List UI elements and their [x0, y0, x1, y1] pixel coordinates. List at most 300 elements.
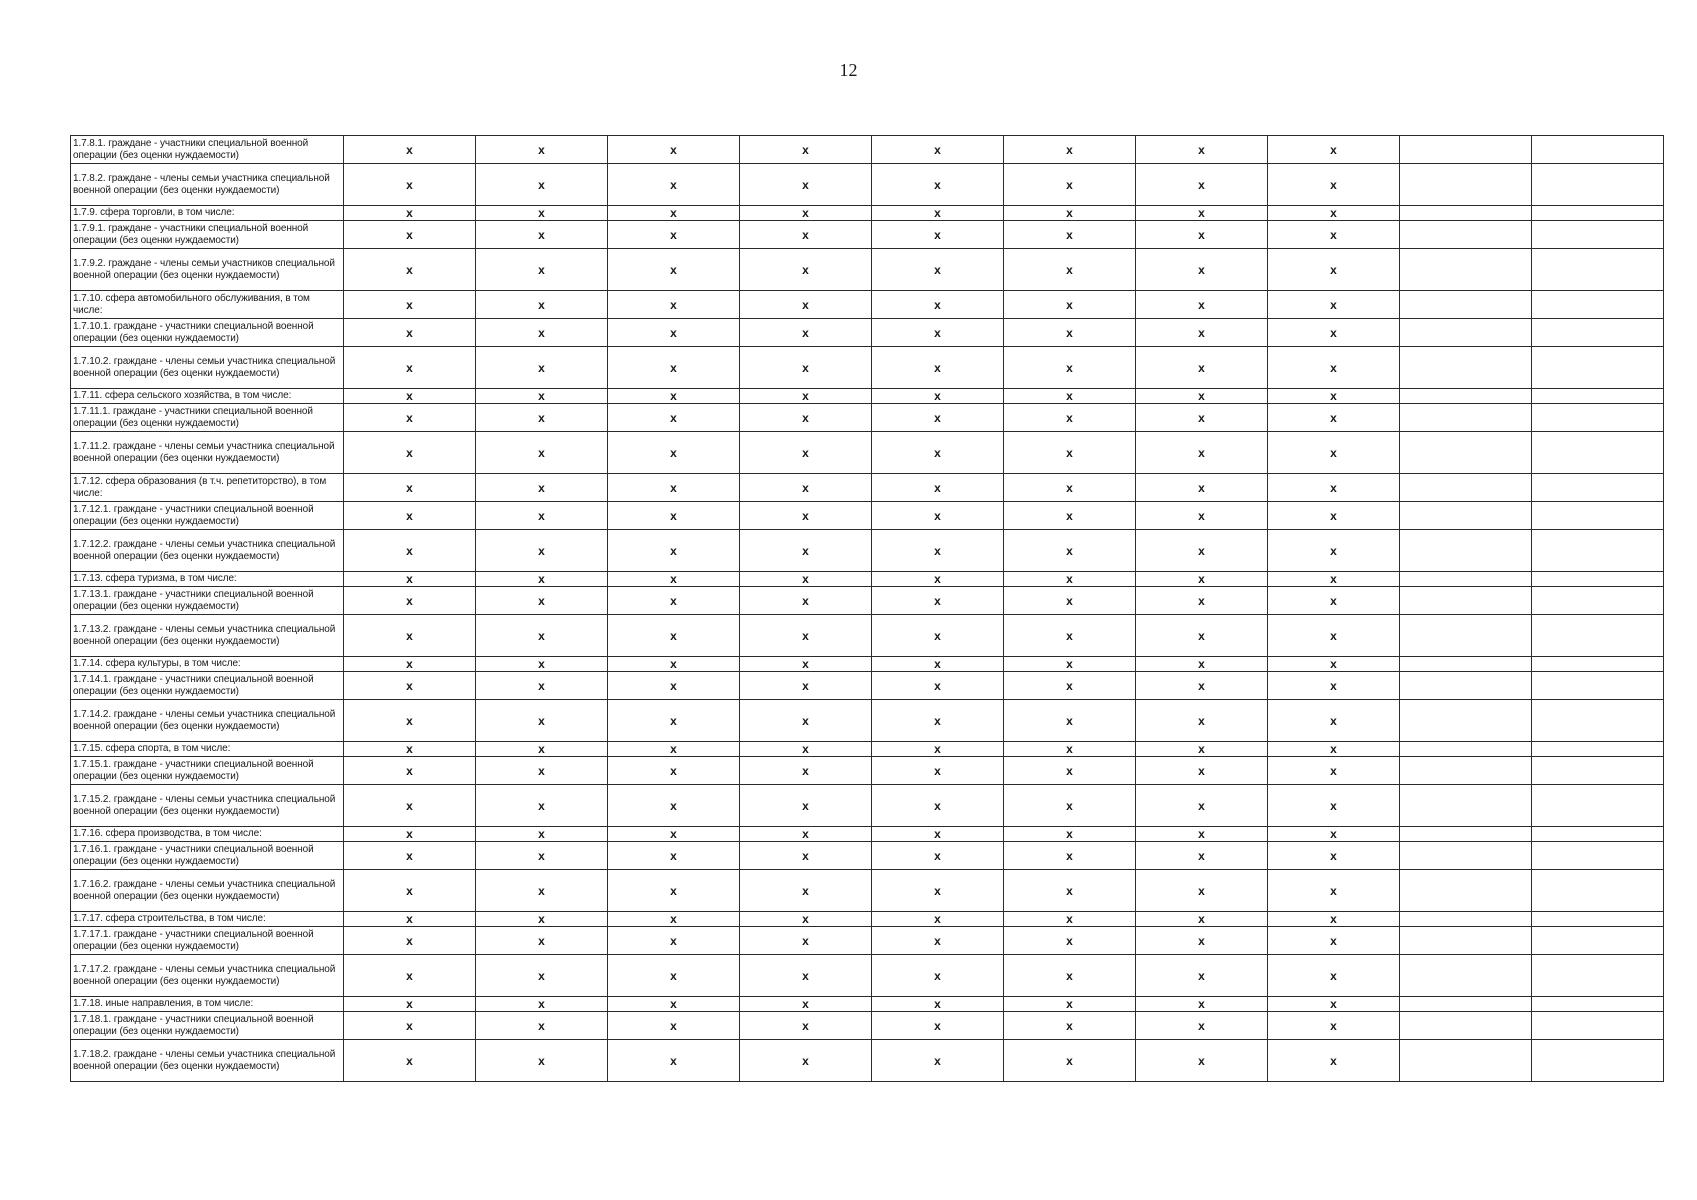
x-mark-cell: x: [1004, 404, 1136, 432]
x-mark-cell: x: [344, 785, 476, 827]
table-row: [71, 742, 1664, 757]
x-mark-cell: x: [344, 842, 476, 870]
table-row: [71, 530, 1664, 572]
empty-cell: [1400, 249, 1532, 291]
x-mark-cell: x: [476, 870, 608, 912]
table-row: [71, 672, 1664, 700]
table-row: [71, 572, 1664, 587]
x-mark-cell: x: [608, 1040, 740, 1082]
row-label: 1.7.17.2. граждане - члены семьи участника специальной военной операции (без оценки нуждаемости): [71, 955, 344, 997]
x-mark-cell: x: [740, 827, 872, 842]
x-mark-cell: x: [740, 997, 872, 1012]
table-row: [71, 657, 1664, 672]
x-mark-cell: x: [476, 530, 608, 572]
x-mark-cell: x: [1004, 432, 1136, 474]
x-mark-cell: x: [872, 742, 1004, 757]
x-mark-cell: x: [1268, 1040, 1400, 1082]
x-mark-cell: x: [476, 827, 608, 842]
x-mark-cell: x: [476, 912, 608, 927]
row-label: 1.7.12.1. граждане - участники специальной военной операции (без оценки нуждаемости): [71, 502, 344, 530]
empty-cell: [1400, 672, 1532, 700]
empty-cell: [1400, 404, 1532, 432]
x-mark-cell: x: [344, 432, 476, 474]
x-mark-cell: x: [1136, 404, 1268, 432]
x-mark-cell: x: [1004, 249, 1136, 291]
x-mark-cell: x: [1004, 615, 1136, 657]
table-row: [71, 870, 1664, 912]
x-mark-cell: x: [1004, 572, 1136, 587]
x-mark-cell: x: [608, 997, 740, 1012]
x-mark-cell: x: [872, 672, 1004, 700]
x-mark-cell: x: [344, 757, 476, 785]
row-label: 1.7.11.1. граждане - участники специальной военной операции (без оценки нуждаемости): [71, 404, 344, 432]
x-mark-cell: x: [1136, 587, 1268, 615]
x-mark-cell: x: [608, 389, 740, 404]
empty-cell: [1532, 221, 1664, 249]
x-mark-cell: x: [740, 347, 872, 389]
x-mark-cell: x: [608, 955, 740, 997]
x-mark-cell: x: [1268, 136, 1400, 164]
table-row: [71, 997, 1664, 1012]
table-row: [71, 404, 1664, 432]
x-mark-cell: x: [1136, 319, 1268, 347]
x-mark-cell: x: [1268, 530, 1400, 572]
x-mark-cell: x: [1004, 927, 1136, 955]
x-mark-cell: x: [740, 912, 872, 927]
row-label: 1.7.16. сфера производства, в том числе:: [71, 827, 344, 842]
table-row: [71, 206, 1664, 221]
x-mark-cell: x: [344, 587, 476, 615]
x-mark-cell: x: [608, 572, 740, 587]
row-label: 1.7.18.2. граждане - члены семьи участника специальной военной операции (без оценки нуждаемости): [71, 1040, 344, 1082]
x-mark-cell: x: [1136, 291, 1268, 319]
x-mark-cell: x: [1136, 389, 1268, 404]
empty-cell: [1532, 955, 1664, 997]
x-mark-cell: x: [740, 955, 872, 997]
x-mark-cell: x: [1268, 757, 1400, 785]
x-mark-cell: x: [1136, 955, 1268, 997]
x-mark-cell: x: [344, 572, 476, 587]
row-label: 1.7.11. сфера сельского хозяйства, в том числе:: [71, 389, 344, 404]
x-mark-cell: x: [1004, 827, 1136, 842]
table-row: [71, 347, 1664, 389]
empty-cell: [1532, 502, 1664, 530]
empty-cell: [1400, 870, 1532, 912]
x-mark-cell: x: [872, 700, 1004, 742]
x-mark-cell: x: [476, 572, 608, 587]
empty-cell: [1400, 291, 1532, 319]
table-row: [71, 164, 1664, 206]
x-mark-cell: x: [476, 785, 608, 827]
x-mark-cell: x: [344, 474, 476, 502]
table-row: [71, 389, 1664, 404]
table-row: [71, 249, 1664, 291]
x-mark-cell: x: [476, 657, 608, 672]
empty-cell: [1532, 587, 1664, 615]
empty-cell: [1400, 319, 1532, 347]
x-mark-cell: x: [344, 319, 476, 347]
row-label: 1.7.13.1. граждане - участники специальной военной операции (без оценки нуждаемости): [71, 587, 344, 615]
data-table: [70, 135, 1664, 1082]
x-mark-cell: x: [872, 572, 1004, 587]
x-mark-cell: x: [1268, 404, 1400, 432]
empty-cell: [1532, 785, 1664, 827]
x-mark-cell: x: [608, 432, 740, 474]
x-mark-cell: x: [1268, 572, 1400, 587]
x-mark-cell: x: [608, 530, 740, 572]
x-mark-cell: x: [872, 164, 1004, 206]
row-label: 1.7.17.1. граждане - участники специальной военной операции (без оценки нуждаемости): [71, 927, 344, 955]
x-mark-cell: x: [476, 502, 608, 530]
row-label: 1.7.11.2. граждане - члены семьи участника специальной военной операции (без оценки нуждаемости): [71, 432, 344, 474]
x-mark-cell: x: [344, 404, 476, 432]
table-row: [71, 912, 1664, 927]
empty-cell: [1532, 572, 1664, 587]
x-mark-cell: x: [1004, 870, 1136, 912]
empty-cell: [1532, 997, 1664, 1012]
x-mark-cell: x: [1136, 206, 1268, 221]
x-mark-cell: x: [740, 757, 872, 785]
x-mark-cell: x: [1268, 432, 1400, 474]
row-label: 1.7.18. иные направления, в том числе:: [71, 997, 344, 1012]
empty-cell: [1400, 474, 1532, 502]
x-mark-cell: x: [476, 672, 608, 700]
x-mark-cell: x: [1136, 164, 1268, 206]
x-mark-cell: x: [1004, 291, 1136, 319]
table-row: [71, 319, 1664, 347]
empty-cell: [1532, 206, 1664, 221]
x-mark-cell: x: [872, 474, 1004, 502]
x-mark-cell: x: [476, 206, 608, 221]
x-mark-cell: x: [872, 206, 1004, 221]
x-mark-cell: x: [608, 587, 740, 615]
row-label: 1.7.15.2. граждане - члены семьи участника специальной военной операции (без оценки нуждаемости): [71, 785, 344, 827]
x-mark-cell: x: [872, 347, 1004, 389]
x-mark-cell: x: [1004, 206, 1136, 221]
x-mark-cell: x: [1136, 657, 1268, 672]
x-mark-cell: x: [608, 842, 740, 870]
x-mark-cell: x: [608, 742, 740, 757]
x-mark-cell: x: [1268, 249, 1400, 291]
x-mark-cell: x: [740, 842, 872, 870]
x-mark-cell: x: [1268, 842, 1400, 870]
row-label: 1.7.14.2. граждане - члены семьи участника специальной военной операции (без оценки нуждаемости): [71, 700, 344, 742]
x-mark-cell: x: [1268, 927, 1400, 955]
row-label: 1.7.10.2. граждане - члены семьи участника специальной военной операции (без оценки нуждаемости): [71, 347, 344, 389]
row-label: 1.7.9. сфера торговли, в том числе:: [71, 206, 344, 221]
x-mark-cell: x: [608, 657, 740, 672]
x-mark-cell: x: [740, 319, 872, 347]
x-mark-cell: x: [344, 615, 476, 657]
table-row: [71, 757, 1664, 785]
x-mark-cell: x: [1136, 221, 1268, 249]
x-mark-cell: x: [1136, 1040, 1268, 1082]
row-label: 1.7.16.1. граждане - участники специальной военной операции (без оценки нуждаемости): [71, 842, 344, 870]
empty-cell: [1532, 757, 1664, 785]
row-label: 1.7.9.2. граждане - члены семьи участников специальной военной операции (без оценки нуждаемости): [71, 249, 344, 291]
x-mark-cell: x: [1004, 672, 1136, 700]
x-mark-cell: x: [344, 955, 476, 997]
x-mark-cell: x: [1004, 530, 1136, 572]
x-mark-cell: x: [872, 870, 1004, 912]
x-mark-cell: x: [608, 827, 740, 842]
x-mark-cell: x: [872, 291, 1004, 319]
x-mark-cell: x: [608, 474, 740, 502]
x-mark-cell: x: [476, 1012, 608, 1040]
x-mark-cell: x: [740, 927, 872, 955]
x-mark-cell: x: [344, 502, 476, 530]
x-mark-cell: x: [1004, 347, 1136, 389]
x-mark-cell: x: [1004, 912, 1136, 927]
x-mark-cell: x: [476, 615, 608, 657]
x-mark-cell: x: [344, 1040, 476, 1082]
x-mark-cell: x: [608, 700, 740, 742]
empty-cell: [1532, 912, 1664, 927]
empty-cell: [1400, 572, 1532, 587]
x-mark-cell: x: [1136, 742, 1268, 757]
empty-cell: [1400, 657, 1532, 672]
x-mark-cell: x: [344, 700, 476, 742]
x-mark-cell: x: [1136, 927, 1268, 955]
x-mark-cell: x: [1268, 657, 1400, 672]
empty-cell: [1532, 530, 1664, 572]
x-mark-cell: x: [476, 927, 608, 955]
x-mark-cell: x: [1268, 319, 1400, 347]
x-mark-cell: x: [740, 164, 872, 206]
x-mark-cell: x: [872, 927, 1004, 955]
x-mark-cell: x: [1004, 700, 1136, 742]
row-label: 1.7.18.1. граждане - участники специальной военной операции (без оценки нуждаемости): [71, 1012, 344, 1040]
x-mark-cell: x: [872, 249, 1004, 291]
x-mark-cell: x: [1136, 432, 1268, 474]
empty-cell: [1532, 164, 1664, 206]
x-mark-cell: x: [476, 136, 608, 164]
x-mark-cell: x: [1136, 615, 1268, 657]
x-mark-cell: x: [1136, 842, 1268, 870]
empty-cell: [1532, 672, 1664, 700]
x-mark-cell: x: [1268, 912, 1400, 927]
row-label: 1.7.10.1. граждане - участники специальной военной операции (без оценки нуждаемости): [71, 319, 344, 347]
x-mark-cell: x: [344, 997, 476, 1012]
empty-cell: [1400, 587, 1532, 615]
x-mark-cell: x: [344, 221, 476, 249]
x-mark-cell: x: [872, 221, 1004, 249]
x-mark-cell: x: [872, 1012, 1004, 1040]
x-mark-cell: x: [476, 164, 608, 206]
empty-cell: [1400, 615, 1532, 657]
x-mark-cell: x: [476, 319, 608, 347]
empty-cell: [1400, 912, 1532, 927]
x-mark-cell: x: [740, 249, 872, 291]
x-mark-cell: x: [1268, 742, 1400, 757]
empty-cell: [1532, 347, 1664, 389]
empty-cell: [1532, 870, 1664, 912]
row-label: 1.7.10. сфера автомобильного обслуживания, в том числе:: [71, 291, 344, 319]
x-mark-cell: x: [608, 672, 740, 700]
x-mark-cell: x: [1004, 1012, 1136, 1040]
table-row: [71, 221, 1664, 249]
empty-cell: [1532, 700, 1664, 742]
empty-cell: [1400, 530, 1532, 572]
table-row: [71, 615, 1664, 657]
x-mark-cell: x: [872, 1040, 1004, 1082]
empty-cell: [1400, 955, 1532, 997]
empty-cell: [1532, 474, 1664, 502]
x-mark-cell: x: [872, 502, 1004, 530]
x-mark-cell: x: [1268, 870, 1400, 912]
x-mark-cell: x: [476, 587, 608, 615]
x-mark-cell: x: [872, 389, 1004, 404]
x-mark-cell: x: [740, 221, 872, 249]
x-mark-cell: x: [608, 136, 740, 164]
row-label: 1.7.8.1. граждане - участники специальной военной операции (без оценки нуждаемости): [71, 136, 344, 164]
row-label: 1.7.9.1. граждане - участники специальной военной операции (без оценки нуждаемости): [71, 221, 344, 249]
x-mark-cell: x: [740, 870, 872, 912]
empty-cell: [1532, 249, 1664, 291]
x-mark-cell: x: [1136, 502, 1268, 530]
empty-cell: [1400, 785, 1532, 827]
x-mark-cell: x: [1268, 827, 1400, 842]
x-mark-cell: x: [1004, 136, 1136, 164]
x-mark-cell: x: [344, 530, 476, 572]
x-mark-cell: x: [476, 1040, 608, 1082]
x-mark-cell: x: [740, 432, 872, 474]
x-mark-cell: x: [608, 206, 740, 221]
x-mark-cell: x: [872, 530, 1004, 572]
x-mark-cell: x: [1004, 221, 1136, 249]
x-mark-cell: x: [1004, 587, 1136, 615]
empty-cell: [1400, 502, 1532, 530]
x-mark-cell: x: [872, 587, 1004, 615]
empty-cell: [1532, 404, 1664, 432]
x-mark-cell: x: [740, 530, 872, 572]
x-mark-cell: x: [608, 291, 740, 319]
table-body: [71, 136, 1664, 1082]
empty-cell: [1400, 700, 1532, 742]
table-row: [71, 700, 1664, 742]
x-mark-cell: x: [1136, 572, 1268, 587]
page-number: 12: [839, 60, 858, 80]
x-mark-cell: x: [1004, 502, 1136, 530]
x-mark-cell: x: [608, 1012, 740, 1040]
table-row: [71, 785, 1664, 827]
empty-cell: [1532, 615, 1664, 657]
x-mark-cell: x: [1268, 587, 1400, 615]
x-mark-cell: x: [344, 347, 476, 389]
empty-cell: [1400, 842, 1532, 870]
empty-cell: [1400, 206, 1532, 221]
x-mark-cell: x: [872, 615, 1004, 657]
x-mark-cell: x: [608, 870, 740, 912]
empty-cell: [1400, 1012, 1532, 1040]
table-row: [71, 827, 1664, 842]
x-mark-cell: x: [740, 587, 872, 615]
row-label: 1.7.13. сфера туризма, в том числе:: [71, 572, 344, 587]
x-mark-cell: x: [344, 136, 476, 164]
x-mark-cell: x: [740, 136, 872, 164]
empty-cell: [1400, 742, 1532, 757]
empty-cell: [1532, 927, 1664, 955]
empty-cell: [1532, 432, 1664, 474]
x-mark-cell: x: [1136, 249, 1268, 291]
x-mark-cell: x: [1136, 912, 1268, 927]
empty-cell: [1532, 742, 1664, 757]
x-mark-cell: x: [872, 785, 1004, 827]
x-mark-cell: x: [1268, 997, 1400, 1012]
x-mark-cell: x: [1136, 136, 1268, 164]
x-mark-cell: x: [740, 404, 872, 432]
x-mark-cell: x: [1268, 672, 1400, 700]
x-mark-cell: x: [872, 912, 1004, 927]
empty-cell: [1532, 657, 1664, 672]
x-mark-cell: x: [1268, 615, 1400, 657]
row-label: 1.7.12. сфера образования (в т.ч. репетиторство), в том числе:: [71, 474, 344, 502]
x-mark-cell: x: [872, 997, 1004, 1012]
table-row: [71, 587, 1664, 615]
x-mark-cell: x: [608, 502, 740, 530]
x-mark-cell: x: [476, 742, 608, 757]
x-mark-cell: x: [1136, 870, 1268, 912]
x-mark-cell: x: [740, 1040, 872, 1082]
x-mark-cell: x: [344, 389, 476, 404]
x-mark-cell: x: [740, 672, 872, 700]
x-mark-cell: x: [1004, 742, 1136, 757]
row-label: 1.7.14.1. граждане - участники специальной военной операции (без оценки нуждаемости): [71, 672, 344, 700]
x-mark-cell: x: [1268, 1012, 1400, 1040]
x-mark-cell: x: [1136, 785, 1268, 827]
x-mark-cell: x: [1004, 657, 1136, 672]
x-mark-cell: x: [1268, 347, 1400, 389]
row-label: 1.7.13.2. граждане - члены семьи участника специальной военной операции (без оценки нуждаемости): [71, 615, 344, 657]
row-label: 1.7.17. сфера строительства, в том числе:: [71, 912, 344, 927]
row-label: 1.7.12.2. граждане - члены семьи участника специальной военной операции (без оценки нуждаемости): [71, 530, 344, 572]
x-mark-cell: x: [872, 432, 1004, 474]
x-mark-cell: x: [1004, 389, 1136, 404]
x-mark-cell: x: [476, 842, 608, 870]
empty-cell: [1532, 136, 1664, 164]
x-mark-cell: x: [476, 955, 608, 997]
empty-cell: [1400, 927, 1532, 955]
table-row: [71, 842, 1664, 870]
row-label: 1.7.16.2. граждане - члены семьи участника специальной военной операции (без оценки нуждаемости): [71, 870, 344, 912]
x-mark-cell: x: [740, 572, 872, 587]
x-mark-cell: x: [476, 347, 608, 389]
x-mark-cell: x: [1004, 955, 1136, 997]
row-label: 1.7.15.1. граждане - участники специальной военной операции (без оценки нуждаемости): [71, 757, 344, 785]
x-mark-cell: x: [1004, 474, 1136, 502]
x-mark-cell: x: [740, 502, 872, 530]
x-mark-cell: x: [740, 657, 872, 672]
x-mark-cell: x: [1136, 700, 1268, 742]
x-mark-cell: x: [1268, 474, 1400, 502]
x-mark-cell: x: [1268, 700, 1400, 742]
x-mark-cell: x: [608, 164, 740, 206]
x-mark-cell: x: [344, 870, 476, 912]
x-mark-cell: x: [1004, 164, 1136, 206]
table-row: [71, 474, 1664, 502]
x-mark-cell: x: [1004, 1040, 1136, 1082]
x-mark-cell: x: [608, 249, 740, 291]
x-mark-cell: x: [608, 912, 740, 927]
empty-cell: [1532, 389, 1664, 404]
x-mark-cell: x: [740, 700, 872, 742]
x-mark-cell: x: [1004, 757, 1136, 785]
x-mark-cell: x: [344, 912, 476, 927]
x-mark-cell: x: [608, 927, 740, 955]
x-mark-cell: x: [476, 432, 608, 474]
table-row: [71, 955, 1664, 997]
x-mark-cell: x: [476, 757, 608, 785]
